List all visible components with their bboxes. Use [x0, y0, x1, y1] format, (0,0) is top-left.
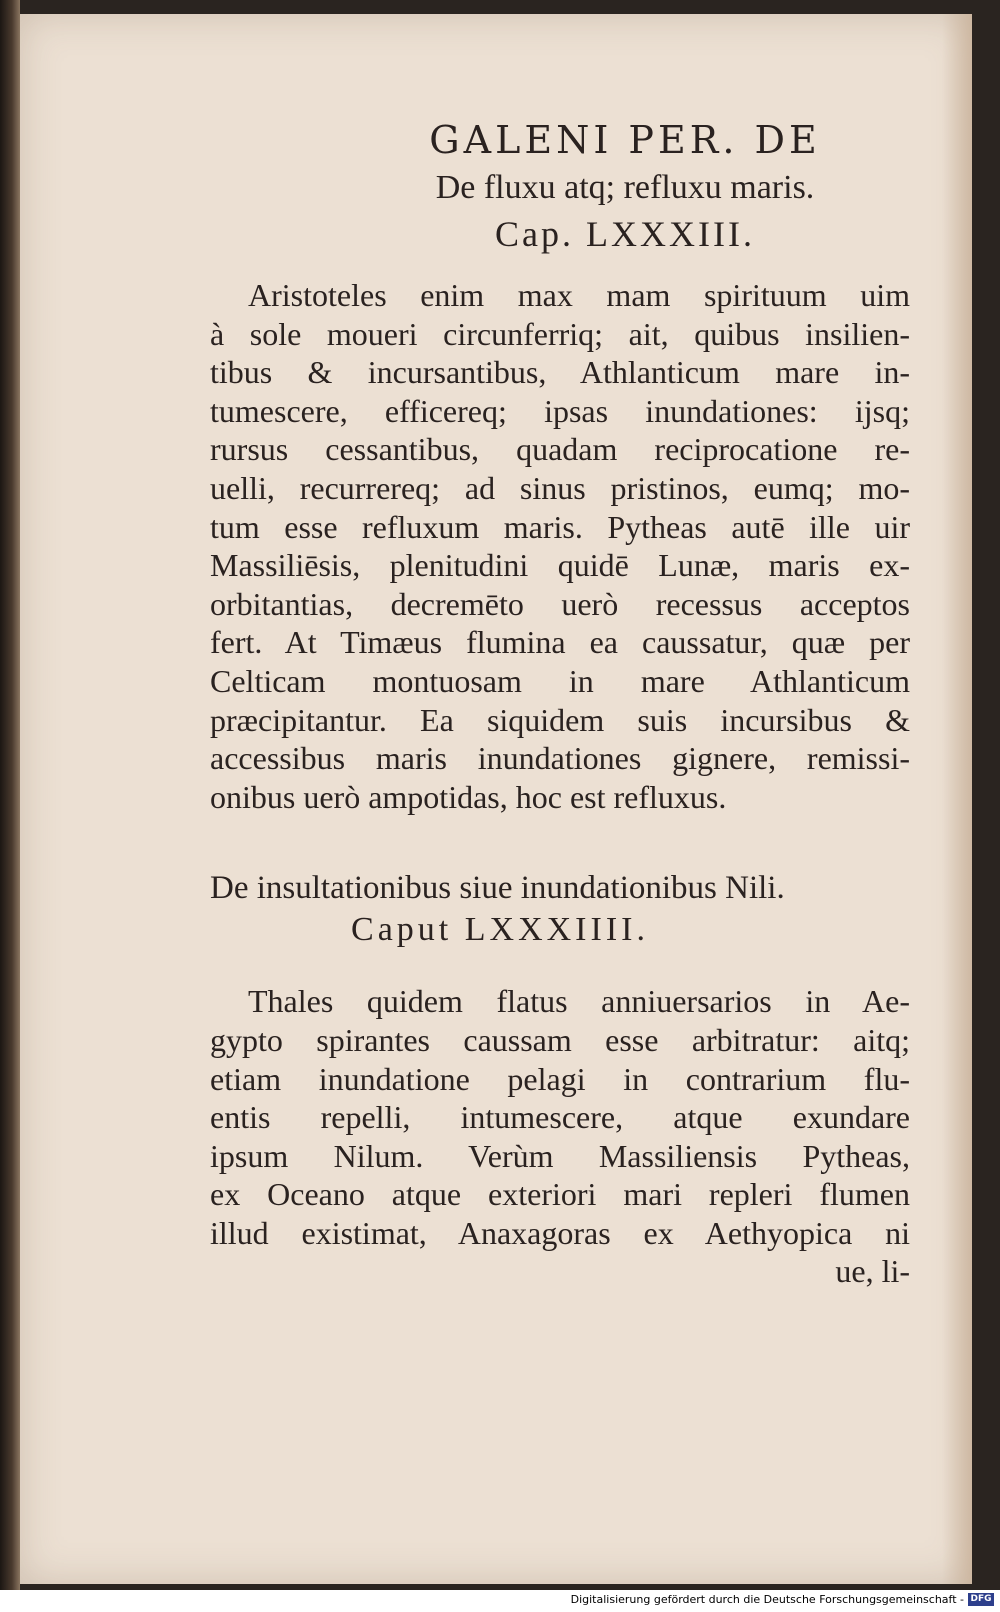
text-line: rursus cessantibus, quadam reciprocatione re-: [210, 431, 910, 468]
text-block: [210, 118, 910, 1290]
text-line: tum esse refluxum maris. Pytheas autē ille uir: [210, 508, 910, 545]
catchword: ue, li-: [835, 1253, 910, 1290]
text-line: Massiliēsis, plenitudini quidē Lunæ, maris ex-: [210, 547, 910, 584]
text-line: onibus uerò ampotidas, hoc est refluxus.: [210, 778, 727, 815]
text-line: illud existimat, Anaxagoras ex Aethyopica ni: [210, 1214, 910, 1251]
chapter-paragraph: [210, 276, 910, 816]
chapter-title: De insultationibus siue inundationibus Nili.: [210, 870, 785, 907]
text-line: Thales quidem flatus anniuersarios in Ae-: [248, 983, 910, 1020]
text-line: accessibus maris inundationes gignere, remissi-: [210, 740, 910, 777]
footer-credit: Digitalisierung gefördert durch die Deutsche Forschungsgemeinschaft -: [570, 1593, 964, 1606]
text-line: uelli, recurrereq; ad sinus pristinos, eumq; mo-: [210, 469, 910, 506]
text-line: fert. At Timæus flumina ea caussatur, quæ per: [210, 624, 910, 661]
text-line: orbitantias, decremēto uerò recessus acceptos: [210, 585, 910, 622]
text-line: entis repelli, intumescere, atque exundare: [210, 1099, 910, 1136]
chapter-number: Caput LXXXIIII.: [351, 911, 649, 949]
text-line: Aristoteles enim max mam spirituum uim: [248, 277, 910, 313]
chapter-number: Cap. LXXXIII.: [495, 214, 755, 254]
chapter-title: De fluxu atq; refluxu maris.: [435, 169, 815, 206]
chapter-paragraph: [210, 982, 910, 1252]
text-line: ipsum Nilum. Verùm Massiliensis Pytheas,: [210, 1137, 910, 1174]
running-head: GALENI PER. DE: [429, 118, 821, 162]
page-edge: [942, 14, 972, 1584]
text-line: gypto spirantes caussam esse arbitratur: aitq;: [210, 1021, 910, 1058]
text-line: ex Oceano atque exteriori mari repleri flumen: [210, 1176, 910, 1213]
book-spine: [0, 0, 20, 1590]
text-line: præcipitantur. Ea siquidem suis incursibus &: [210, 701, 910, 738]
dfg-logo: DFG: [968, 1593, 994, 1606]
text-line: tumescere, efficereq; ipsas inundationes: ijsq;: [210, 392, 910, 429]
text-line: etiam inundatione pelagi in contrarium flu-: [210, 1060, 910, 1097]
text-line: Celticam montuosam in mare Athlanticum: [210, 662, 910, 699]
text-line: tibus & incursantibus, Athlanticum mare in-: [210, 354, 910, 391]
text-line: à sole moueri circunferriq; ait, quibus insilien-: [210, 315, 910, 352]
